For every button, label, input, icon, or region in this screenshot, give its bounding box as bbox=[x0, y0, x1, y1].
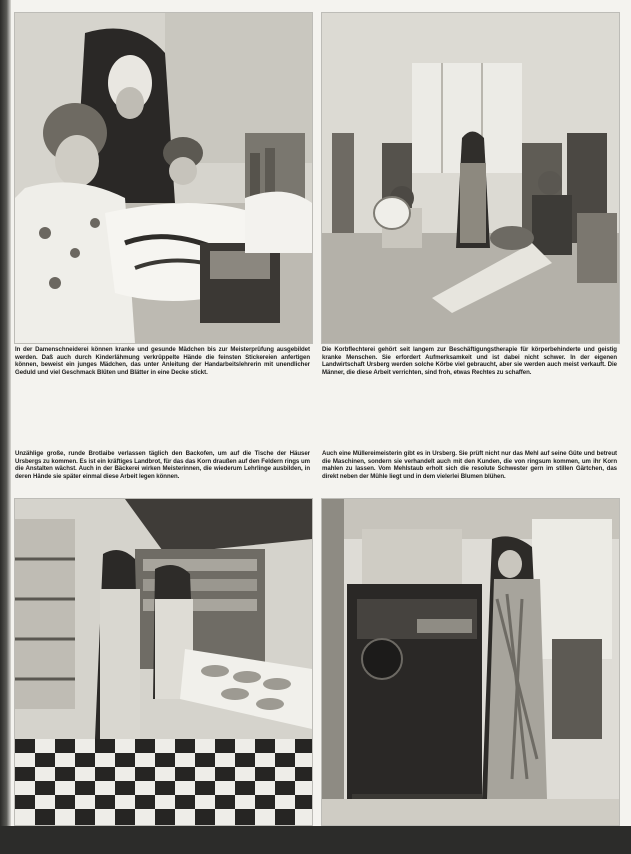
page-binding-edge bbox=[0, 0, 11, 854]
photo-mill bbox=[321, 498, 620, 826]
caption-mill: Auch eine Müllereimeisterin gibt es in Ursberg. Sie prüft nicht nur das Mehl auf seine Güte und betreut die Maschinen, sondern sie verhandelt auch mit den Kunden, die von ringsum kommen, um ihr Korn mahlen zu lassen. Vom Mehlstaub erholt sich die resolute Schwester gern im stillen Gärtchen, das direkt neben der Mühle liegt und in dem vielerlei Blumen blühen. bbox=[322, 450, 617, 480]
photo-basketry bbox=[321, 12, 620, 344]
photo-bakery bbox=[14, 498, 313, 826]
caption-tailoring: In der Damenschneiderei können kranke und gesunde Mädchen bis zur Meisterprüfung ausgebildet werden. Daß auch durch Kinderlähmung verkrüppelte Hände die feinsten Stickereien anfertigen können, beweist ein junges Mädchen, das unter Anleitung der Handarbeitslehrerin mit unendlicher Geduld und viel Geschmack Blüten und Blätter in eine Decke stickt. bbox=[15, 346, 310, 376]
caption-basketry: Die Korbflechterei gehört seit langem zur Beschäftigungstherapie für körperbehinderte und geistig kranke Menschen. Sie erfordert Aufmerksamkeit und ist dabei nicht schwer. In der eigenen Landwirtschaft Ursberg werden solche Körbe viel gebraucht, aber sie werden auch meist verkauft. Die Männer, die diese Arbeit verrichten, sind froh, etwas Rechtes zu schaffen. bbox=[322, 346, 617, 376]
photo-tailoring bbox=[14, 12, 313, 344]
caption-bakery: Unzählige große, runde Brotlaibe verlassen täglich den Backofen, um auf die Tische der Häuser Ursbergs zu kommen. Es ist ein kräftiges Landbrot, für das das Korn draußen auf den Feldern rings um die Anstalten wächst. Auch in der Bäckerei wirken Meisterinnen, die wiederum Lehrlinge ausbilden, in deren Hände sie später einmal diese Arbeit legen können. bbox=[15, 450, 310, 480]
page-bottom-edge bbox=[0, 826, 631, 854]
